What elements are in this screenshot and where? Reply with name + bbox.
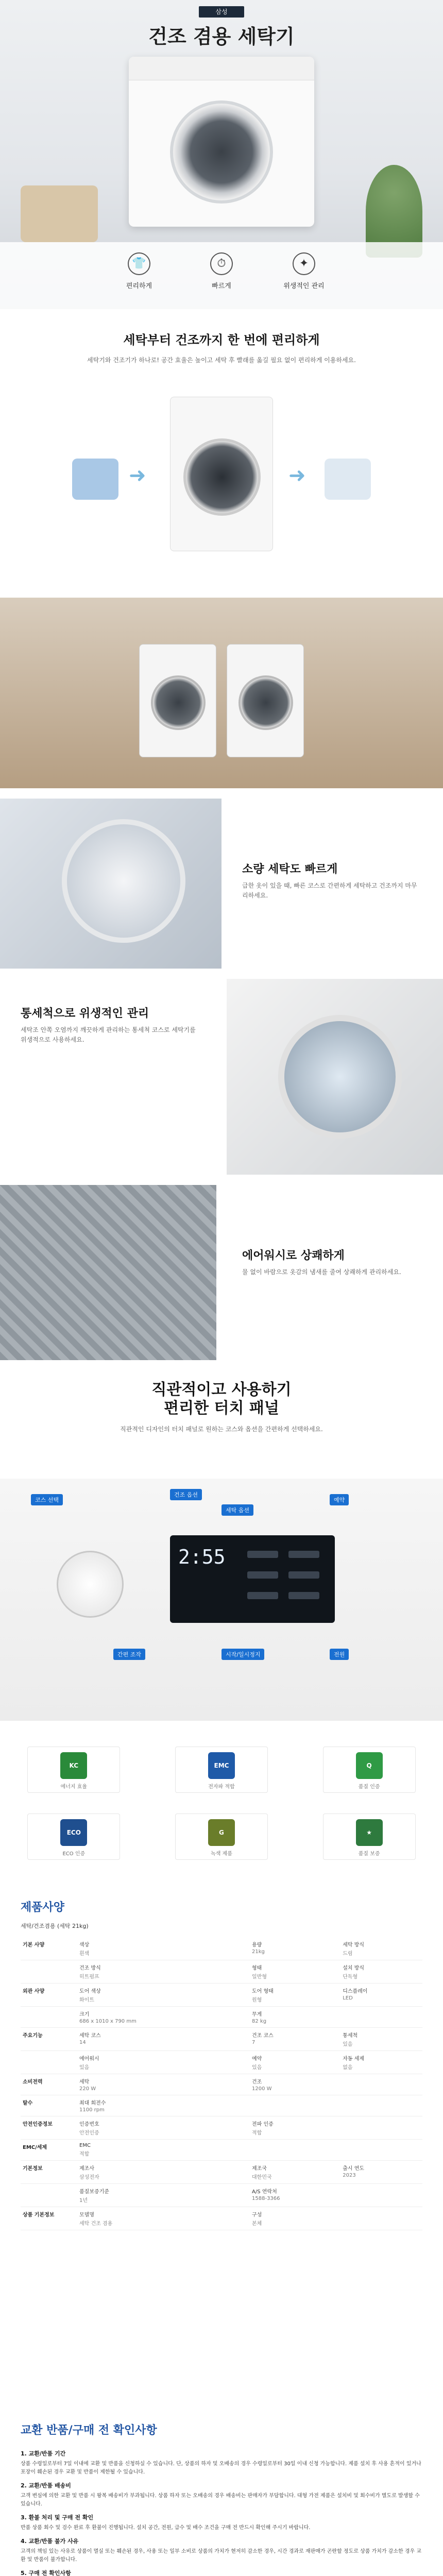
spec-cell (250, 2095, 340, 2116)
spec-cell (340, 2140, 422, 2161)
spec-cell (340, 1960, 422, 1984)
feature-hygiene (263, 252, 345, 290)
drum-door (151, 675, 206, 730)
spec-cell (340, 2095, 422, 2116)
spec-label: 형태 (252, 1965, 262, 1971)
spec-label: 도어 형태 (252, 1989, 274, 1994)
spec-value: 2023 (343, 2173, 356, 2178)
panel-tag: 건조 옵션 (170, 1489, 202, 1500)
panel-tag: 시작/일시정지 (222, 1649, 264, 1660)
spec-value: 단독형 (343, 1974, 358, 1980)
spec-cell (340, 2007, 422, 2028)
air-wash-image (0, 1185, 216, 1360)
spec-cell (77, 2074, 250, 2095)
spec-row (21, 2140, 422, 2161)
spec-section (0, 1891, 443, 2416)
spec-category (21, 2051, 77, 2074)
dryer-image (170, 397, 273, 551)
cert-row (0, 1747, 443, 1793)
policy-text: 상품 수령일로부터 7일 이내에 교환 및 반품을 신청하실 수 있습니다. 단, 상품의 하자 및 오배송의 경우 수령일로부터 30일 이내 신청 가능합니다. 제품 설치 후 사용 흔적이 있거나 포장이 훼손된 경우 교환 및 반품이 제한될 수 있습니다. (21, 2461, 421, 2475)
cert-logo-icon: KC (60, 1752, 87, 1779)
spec-cell (250, 1984, 340, 2007)
spec-row (21, 2007, 422, 2028)
display-time: 2:55 (178, 1546, 226, 1568)
feature-quick-wash (0, 788, 443, 974)
spec-value: 있음 (252, 2065, 262, 2071)
spec-row (21, 1984, 422, 2007)
spec-category: 상품 기본정보 (21, 2207, 77, 2230)
spec-label: 에어워시 (79, 2056, 99, 2062)
intro-title: 세탁부터 건조까지 한 번에 편리하게 (123, 333, 320, 347)
spec-cell (77, 1937, 250, 1960)
spec-cell (250, 2140, 340, 2161)
policy-heading: 2. 교환/반품 배송비 (21, 2482, 71, 2489)
panel-button (247, 1551, 278, 1558)
policy-text: 고객의 책임 있는 사유로 상품이 멸실 또는 훼손된 경우, 사용 또는 일부 소비로 상품의 가치가 현저히 감소한 경우, 시간 경과로 재판매가 곤란할 정도로 상품 가치가 감소한 경우 교환 및 반품이 불가합니다. (21, 2549, 422, 2563)
spec-row (21, 2028, 422, 2051)
shirt-dry-image (325, 459, 371, 500)
spec-category: 소비전력 (21, 2074, 77, 2095)
spec-label: 건조 (252, 2079, 262, 2085)
laundry-room-image (0, 598, 443, 788)
spec-row (21, 2161, 422, 2184)
spec-cell (340, 2051, 422, 2074)
feature-title: 통세척으로 위생적인 관리 (21, 1007, 149, 1020)
feature-fast (180, 252, 263, 290)
spec-label: 무게 (252, 2012, 262, 2018)
spec-value: 1년 (79, 2198, 88, 2204)
drum-door (238, 675, 293, 730)
spec-value: 화이트 (79, 1997, 94, 2003)
spec-category: EMC/세제 (21, 2140, 77, 2161)
drum-door (183, 438, 261, 516)
spec-cell (340, 2184, 422, 2207)
spec-cell (77, 2007, 250, 2028)
spec-value: 1200 W (252, 2086, 272, 2092)
panel-button (247, 1571, 278, 1579)
spec-value: 세탁 건조 겸용 (79, 2221, 113, 2227)
feature-desc: 급한 옷이 있을 때, 빠른 코스로 간편하게 세탁하고 건조까지 마무리하세요. (242, 882, 417, 899)
control-panel (129, 57, 314, 80)
spec-cell (250, 2161, 340, 2184)
spec-cell (340, 2161, 422, 2184)
panel-button (288, 1592, 319, 1599)
spec-value: 삼성전자 (79, 2175, 99, 2180)
clock-icon: ⏱ (210, 252, 233, 275)
spec-category: 주요기능 (21, 2028, 77, 2051)
spec-label: 구성 (252, 2212, 262, 2218)
spec-label: 자동 세제 (343, 2056, 365, 2062)
spec-label: 세탁 (79, 2079, 90, 2085)
cert-logo-icon: EMC (208, 1752, 235, 1779)
cert-badge (27, 1814, 120, 1860)
spec-category: 안전인증정보 (21, 2116, 77, 2140)
spec-value: 대한민국 (252, 2175, 272, 2180)
policy-text: 반품 상품 회수 및 검수 완료 후 환불이 진행됩니다. 설치 공간, 전원, 급수 및 배수 조건을 구매 전 반드시 확인해 주시기 바랍니다. (21, 2525, 311, 2531)
cert-logo-icon: Q (356, 1752, 383, 1779)
cert-caption: 전자파 적합 (208, 1784, 235, 1790)
feature-convenient (98, 252, 180, 290)
spec-cell (77, 2207, 250, 2230)
spec-value: 7 (252, 2040, 255, 2045)
spec-row (21, 2074, 422, 2095)
spec-category: 기본 사양 (21, 1937, 77, 1960)
spec-cell (77, 1960, 250, 1984)
spec-row (21, 2184, 422, 2207)
spec-label: A/S 연락처 (252, 2189, 277, 2195)
spec-label: 제조사 (79, 2166, 94, 2172)
spec-row (21, 2051, 422, 2074)
spec-cell (340, 2116, 422, 2140)
spec-subtitle: 세탁/건조겸용 (세탁 21kg) (21, 1923, 89, 1929)
spec-value: 일반형 (252, 1974, 267, 1980)
policy-heading: 4. 교환/반품 불가 사유 (21, 2538, 79, 2545)
spec-label: 세탁 코스 (79, 2033, 101, 2039)
spec-value: 드럼 (343, 1951, 353, 1957)
spec-label: 설치 방식 (343, 1965, 365, 1971)
cert-caption: 품질 보증 (358, 1851, 380, 1857)
spec-row (21, 1960, 422, 1984)
spec-row (21, 2116, 422, 2140)
cert-badge (323, 1814, 416, 1860)
spec-cell (77, 2140, 250, 2161)
policy-heading: 1. 교환/반품 기간 (21, 2450, 66, 2457)
spec-value: 1100 rpm (79, 2107, 105, 2113)
spec-cell (77, 2184, 250, 2207)
cert-badge (175, 1814, 268, 1860)
panel-button (288, 1551, 319, 1558)
spec-cell (340, 1984, 422, 2007)
cert-badge (323, 1747, 416, 1793)
intro-section (0, 309, 443, 788)
spec-category: 외관 사양 (21, 1984, 77, 2007)
spec-label: 모델명 (79, 2212, 94, 2218)
quick-wash-image (0, 799, 222, 969)
washer-image (139, 644, 216, 757)
drum-door (170, 100, 273, 204)
feature-label: 위생적인 관리 (283, 282, 325, 290)
spec-label: 도어 색상 (79, 1989, 101, 1994)
feature-title: 에어워시로 상쾌하게 (242, 1249, 345, 1262)
spec-cell (77, 2028, 250, 2051)
spec-category: 기본정보 (21, 2161, 77, 2184)
spec-cell (250, 2074, 340, 2095)
cert-caption: ECO 인증 (62, 1851, 86, 1857)
spec-label: 제조국 (252, 2166, 267, 2172)
cert-caption: 에너지 효율 (60, 1784, 88, 1790)
panel-button (247, 1592, 278, 1599)
drum-door (278, 1015, 402, 1139)
washer-dryer-image (129, 57, 314, 227)
spec-cell (250, 2051, 340, 2074)
spec-value: 220 W (79, 2086, 96, 2092)
spec-cell (250, 2116, 340, 2140)
cert-logo-icon: ★ (356, 1819, 383, 1846)
spec-cell (340, 1937, 422, 1960)
spec-row (21, 1937, 422, 1960)
spec-value: 있음 (79, 2065, 90, 2071)
spec-category (21, 2184, 77, 2207)
spec-label: 크기 (79, 2012, 90, 2018)
display-screen (170, 1535, 335, 1623)
brand-badge: 삼성 (199, 6, 244, 18)
spec-cell (340, 2074, 422, 2095)
wash-dry-flow-image (0, 386, 443, 582)
intro-desc: 세탁기와 건조기가 하나로! 공간 효율은 높이고 세탁 후 빨래를 옮길 필요 없이 편리하게 이용하세요. (87, 357, 356, 364)
spec-label: 세탁 방식 (343, 1942, 365, 1948)
feature-desc: 세탁조 안쪽 오염까지 깨끗하게 관리하는 통세척 코스로 세탁기를 위생적으로 사용하세요. (21, 1026, 196, 1043)
spec-category (21, 2007, 77, 2028)
spec-label: 인증번호 (79, 2122, 99, 2127)
touch-desc: 직관적인 디자인의 터치 패널로 원하는 코스와 옵션을 간편하게 선택하세요. (120, 1426, 323, 1433)
spec-label: 최대 회전수 (79, 2100, 106, 2106)
panel-tag: 예약 (330, 1494, 349, 1505)
arrow-icon: ➜ (129, 464, 146, 487)
touch-panel-section (0, 1365, 443, 1736)
spec-cell (250, 2184, 340, 2207)
policy-heading: 3. 환불 처리 및 구매 전 확인 (21, 2514, 94, 2521)
feature-desc: 물 없이 바람으로 옷감의 냄새를 줄여 상쾌하게 관리하세요. (242, 1268, 401, 1276)
spec-value: LED (343, 1995, 353, 2001)
spec-value: 흰색 (79, 1951, 90, 1957)
panel-button (288, 1571, 319, 1579)
spec-value: 본체 (252, 2221, 262, 2227)
spec-row (21, 2207, 422, 2230)
hero-feature-bar (0, 242, 443, 309)
spec-table (21, 1937, 422, 2230)
spec-label: 통세척 (343, 2033, 358, 2039)
cert-row (0, 1814, 443, 1860)
spec-label: 품질보증기준 (79, 2189, 109, 2195)
policy-heading: 5. 구매 전 확인사항 (21, 2570, 71, 2576)
feature-air-wash (0, 1180, 443, 1365)
shirt-icon: 👕 (128, 252, 150, 275)
spec-cell (250, 2007, 340, 2028)
spec-cell (250, 1937, 340, 1960)
sparkle-icon: ✦ (293, 252, 315, 275)
drum-door (62, 819, 185, 943)
spec-label: EMC (79, 2143, 91, 2148)
feature-tub-clean (0, 974, 443, 1180)
touch-title: 직관적이고 사용하기 편리한 터치 패널 (151, 1381, 292, 1417)
spec-cell (77, 2095, 250, 2116)
spec-cell (77, 2116, 250, 2140)
spec-value: 히트펌프 (79, 1974, 99, 1980)
spec-cell (340, 2028, 422, 2051)
shirt-wet-image (72, 459, 118, 500)
spec-value: 있음 (343, 2042, 353, 2047)
spec-category: 탈수 (21, 2095, 77, 2116)
spec-label: 전파 인증 (252, 2122, 274, 2127)
tub-clean-image (227, 979, 443, 1175)
panel-tag: 코스 선택 (31, 1494, 63, 1505)
panel-tag: 간편 조작 (113, 1649, 145, 1660)
spec-label: 예약 (252, 2056, 262, 2062)
laundry-basket-image (21, 185, 98, 242)
spec-category (21, 1960, 77, 1984)
spec-cell (250, 2028, 340, 2051)
spec-value: 원형 (252, 1997, 262, 2003)
policy-body (21, 2445, 422, 2576)
cert-logo-icon: G (208, 1819, 235, 1846)
spec-value: 14 (79, 2040, 86, 2045)
course-dial (57, 1551, 124, 1618)
feature-label: 빠르게 (212, 282, 231, 290)
feature-label: 편리하게 (126, 282, 152, 290)
dryer-image (227, 644, 304, 757)
hero-title: 건조 겸용 세탁기 (148, 25, 295, 48)
spec-label: 용량 (252, 1942, 262, 1948)
arrow-icon: ➜ (288, 464, 306, 487)
panel-tag: 전원 (330, 1649, 349, 1660)
spec-cell (77, 2161, 250, 2184)
feature-title: 소량 세탁도 빠르게 (242, 863, 338, 876)
spec-value: 적합 (252, 2130, 262, 2136)
policy-section (0, 2416, 443, 2576)
hero-section (0, 0, 443, 309)
spec-cell (250, 1960, 340, 1984)
cert-badge (27, 1747, 120, 1793)
spec-label: 디스플레이 (343, 1989, 368, 1994)
spec-value: 없음 (343, 2065, 353, 2071)
spec-label: 건조 방식 (79, 1965, 101, 1971)
cert-caption: 녹색 제품 (211, 1851, 232, 1857)
spec-cell (250, 2207, 340, 2230)
spec-value: 82 kg (252, 2019, 267, 2024)
touch-panel-image (0, 1479, 443, 1721)
spec-value: 21kg (252, 1949, 265, 1955)
spec-cell (77, 2051, 250, 2074)
spec-value: 1588-3366 (252, 2196, 280, 2201)
spec-label: 출시 연도 (343, 2166, 365, 2172)
cert-caption: 품질 인증 (358, 1784, 380, 1790)
spec-value: 안전인증 (79, 2130, 99, 2136)
panel-tag: 세탁 옵션 (222, 1504, 253, 1516)
spec-value: 686 x 1010 x 790 mm (79, 2019, 137, 2024)
policy-title: 교환 반품/구매 전 확인사항 (21, 2424, 157, 2437)
certification-section (0, 1736, 443, 1891)
spec-cell (340, 2207, 422, 2230)
spec-cell (77, 1984, 250, 2007)
spec-row (21, 2095, 422, 2116)
spec-value: 적합 (79, 2151, 90, 2157)
cert-badge (175, 1747, 268, 1793)
spec-label: 건조 코스 (252, 2033, 274, 2039)
policy-text: 고객 변심에 의한 교환 및 반품 시 왕복 배송비가 부과됩니다. 상품 하자 또는 오배송의 경우 배송비는 판매자가 부담합니다. 대형 가전 제품은 설치비 및 회수비가 별도로 발생할 수 있습니다. (21, 2493, 420, 2507)
cert-logo-icon: ECO (60, 1819, 87, 1846)
spec-title: 제품사양 (21, 1901, 65, 1914)
spec-label: 색상 (79, 1942, 90, 1948)
